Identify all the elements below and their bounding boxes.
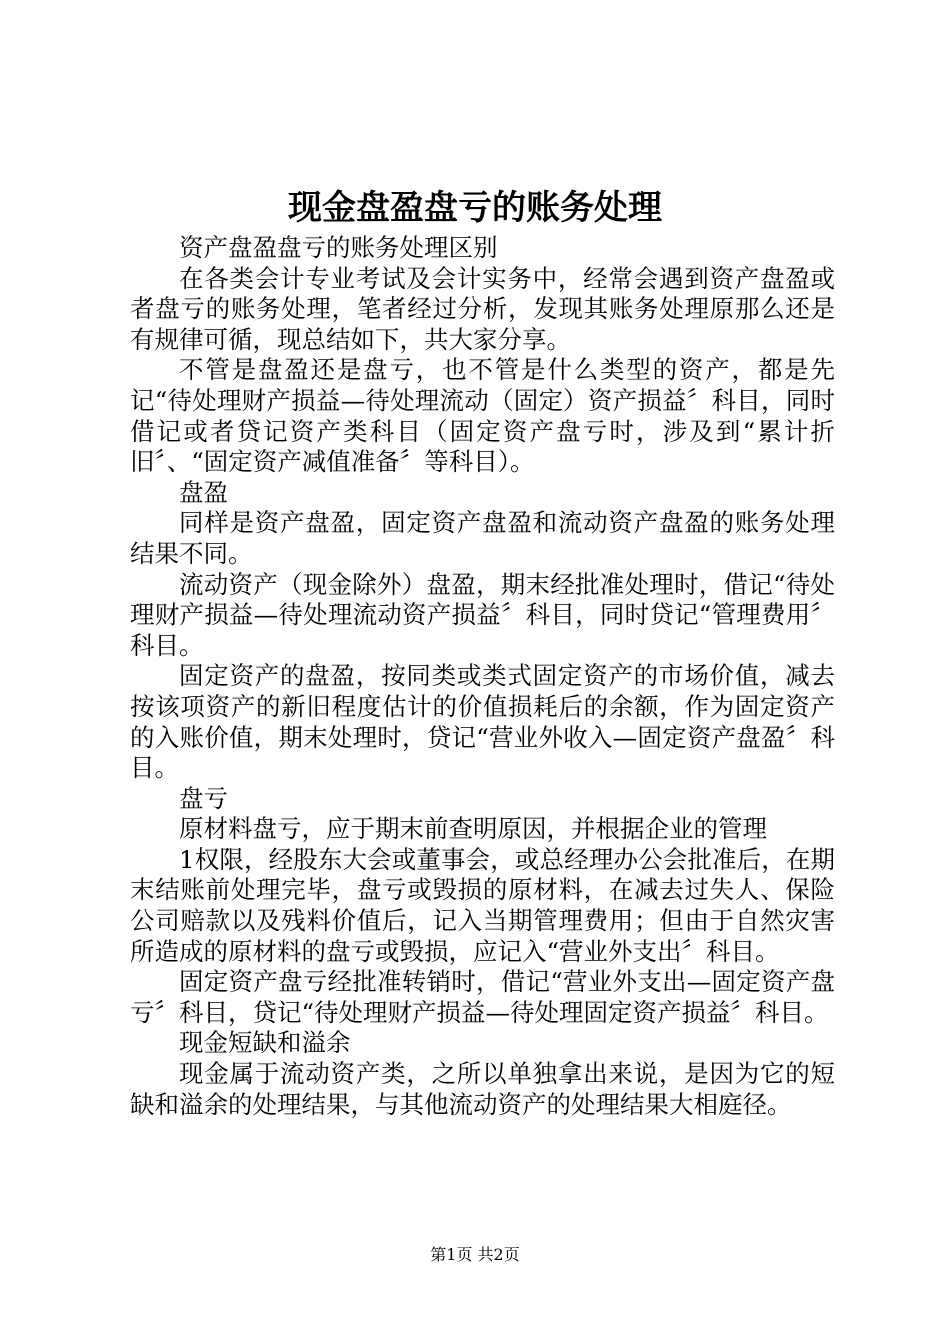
paragraph-fixed-asset-shortage: 固定资产盘亏经批准转销时，借记“营业外支出—固定资产盘亏〞科目，贷记“待处理财产损益—待处理固定资产损益〞科目。 (130, 967, 835, 1027)
section-heading-surplus: 盘盈 (179, 477, 228, 507)
paragraph-material-shortage-cont: 1权限，经股东大会或董事会，或总经理办公会批准后，在期末结账前处理完毕，盘亏或毁损的原材料，在减去过失人、保险公司赔款以及残料价值后，记入当期管理费用；但由于自然灾害所造成的原材料的盘亏或毁损，应记入“营业外支出〞科目。 (130, 844, 835, 966)
page-footer: 第1页 共2页 (430, 1245, 520, 1264)
section-heading-shortage: 盘亏 (179, 783, 228, 813)
section-heading-cash: 现金短缺和溢余 (179, 1028, 351, 1058)
page-title: 现金盘盈盘亏的账务处理 (288, 188, 662, 228)
paragraph-fixed-asset-surplus: 固定资产的盘盈，按同类或类式固定资产的市场价值，减去按该项资产的新旧程度估计的价值损耗后的余额，作为固定资产的入账价值，期末处理时，贷记“营业外收入—固定资产盘盈〞科目。 (130, 661, 835, 783)
paragraph-surplus-overview: 同样是资产盘盈，固定资产盘盈和流动资产盘盈的账务处理结果不同。 (130, 508, 835, 568)
paragraph-subtitle: 资产盘盈盘亏的账务处理区别 (179, 233, 498, 262)
paragraph-cash: 现金属于流动资产类，之所以单独拿出来说，是因为它的短缺和溢余的处理结果，与其他流动资产的处理结果大相庭径。 (130, 1059, 835, 1119)
paragraph-general-rule: 不管是盘盈还是盘亏，也不管是什么类型的资产，都是先记“待处理财产损益—待处理流动（固定）资产损益〞科目，同时借记或者贷记资产类科目（固定资产盘亏时，涉及到“累计折旧〞、“固定资产减值准备〞等科目）。 (130, 355, 835, 477)
paragraph-current-asset-surplus: 流动资产（现金除外）盘盈，期末经批准处理时，借记“待处理财产损益—待处理流动资产损益〞科目，同时贷记“管理费用〞科目。 (130, 569, 835, 660)
paragraph-intro: 在各类会计专业考试及会计实务中，经常会遇到资产盘盈或者盘亏的账务处理，笔者经过分析，发现其账务处理原那么还是有规律可循，现总结如下，共大家分享。 (130, 263, 835, 354)
document-body (130, 233, 835, 1120)
paragraph-material-shortage: 原材料盘亏，应于期末前查明原因，并根据企业的管理 (179, 814, 767, 844)
